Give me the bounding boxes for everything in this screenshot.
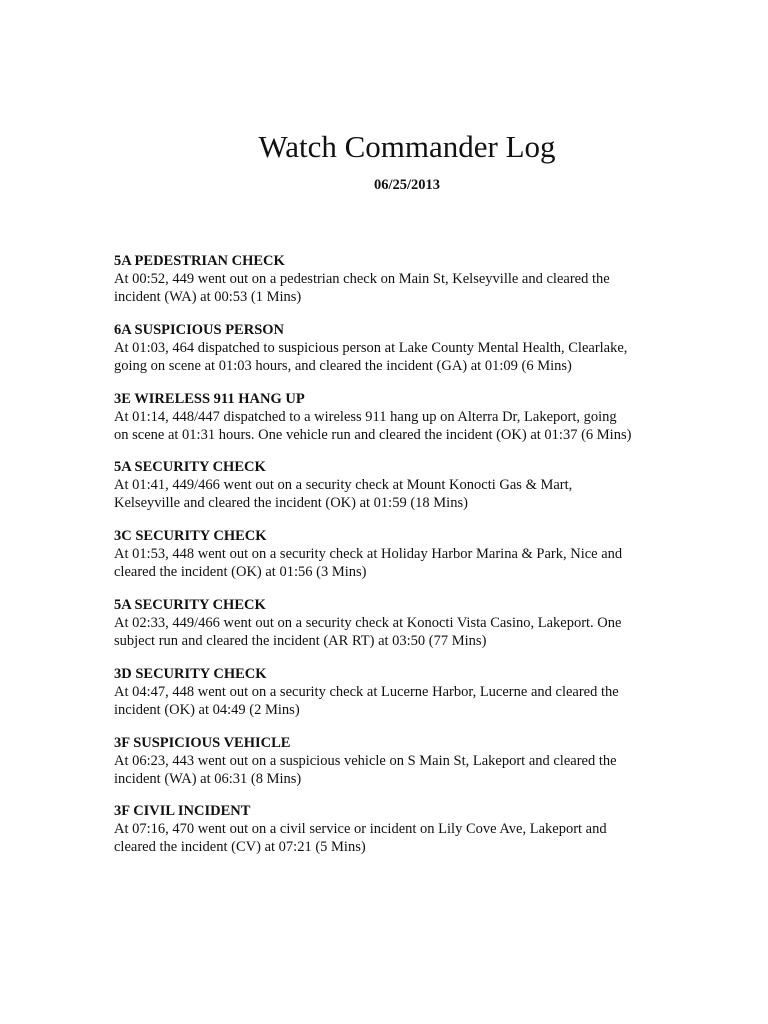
entry-body: At 01:14, 448/447 dispatched to a wireless 911 hang up on Alterra Dr, Lakeport, going on scene at 01:31 hours. One vehicle run and cleared the incident (OK) at 01:37 (6 Mins): [114, 408, 632, 443]
entry-heading: 5A SECURITY CHECK: [114, 459, 266, 476]
entry-body: At 06:23, 443 went out on a suspicious vehicle on S Main St, Lakeport and cleared the incident (WA) at 06:31 (8 Mins): [114, 752, 617, 787]
entry-heading: 6A SUSPICIOUS PERSON: [114, 321, 285, 338]
log-entry: [114, 596, 654, 665]
entry-body: At 07:16, 470 went out on a civil service or incident on Lily Cove Ave, Lakeport and cleared the incident (CV) at 07:21 (5 Mins): [114, 821, 607, 856]
entry-heading: 3D SECURITY CHECK: [114, 665, 267, 682]
entry-heading: 5A SECURITY CHECK: [114, 596, 266, 613]
entry-body: At 02:33, 449/466 went out on a security check at Konocti Vista Casino, Lakeport. One subject run and cleared the incident (AR RT) at 03:50 (77 Mins): [114, 614, 622, 649]
entry-body: At 00:52, 449 went out on a pedestrian check on Main St, Kelseyville and cleared the incident (WA) at 00:53 (1 Mins): [114, 271, 610, 305]
entry-heading: 3C SECURITY CHECK: [114, 528, 267, 545]
entry-body: At 04:47, 448 went out on a security check at Lucerne Harbor, Lucerne and cleared the incident (OK) at 04:49 (2 Mins): [114, 683, 619, 718]
log-entry: [114, 665, 654, 734]
entry-heading: 5A PEDESTRIAN CHECK: [114, 253, 285, 269]
entry-heading: 3F CIVIL INCIDENT: [114, 803, 251, 820]
log-entry: [114, 321, 654, 390]
entry-body: At 01:03, 464 dispatched to suspicious person at Lake County Mental Health, Clearlake, going on scene at 01:03 hours, and cleared the incident (GA) at 01:09 (6 Mins): [114, 339, 628, 374]
log-entries: [114, 252, 654, 871]
entry-body: At 01:41, 449/466 went out on a security check at Mount Konocti Gas & Mart, Kelseyville and cleared the incident (OK) at 01:59 (18 Mins): [114, 477, 573, 512]
entry-body: At 01:53, 448 went out on a security check at Holiday Harbor Marina & Park, Nice and cleared the incident (OK) at 01:56 (3 Mins): [114, 546, 623, 581]
log-entry: [114, 252, 654, 321]
log-entry: [114, 527, 654, 596]
log-entry: [114, 390, 654, 459]
log-entry: [114, 734, 654, 803]
entry-heading: 3F SUSPICIOUS VEHICLE: [114, 734, 291, 751]
page-title: Watch Commander Log: [258, 129, 556, 164]
log-entry: [114, 802, 654, 871]
log-date: 06/25/2013: [373, 177, 441, 193]
entry-heading: 3E WIRELESS 911 HANG UP: [114, 390, 305, 407]
log-entry: [114, 458, 654, 527]
